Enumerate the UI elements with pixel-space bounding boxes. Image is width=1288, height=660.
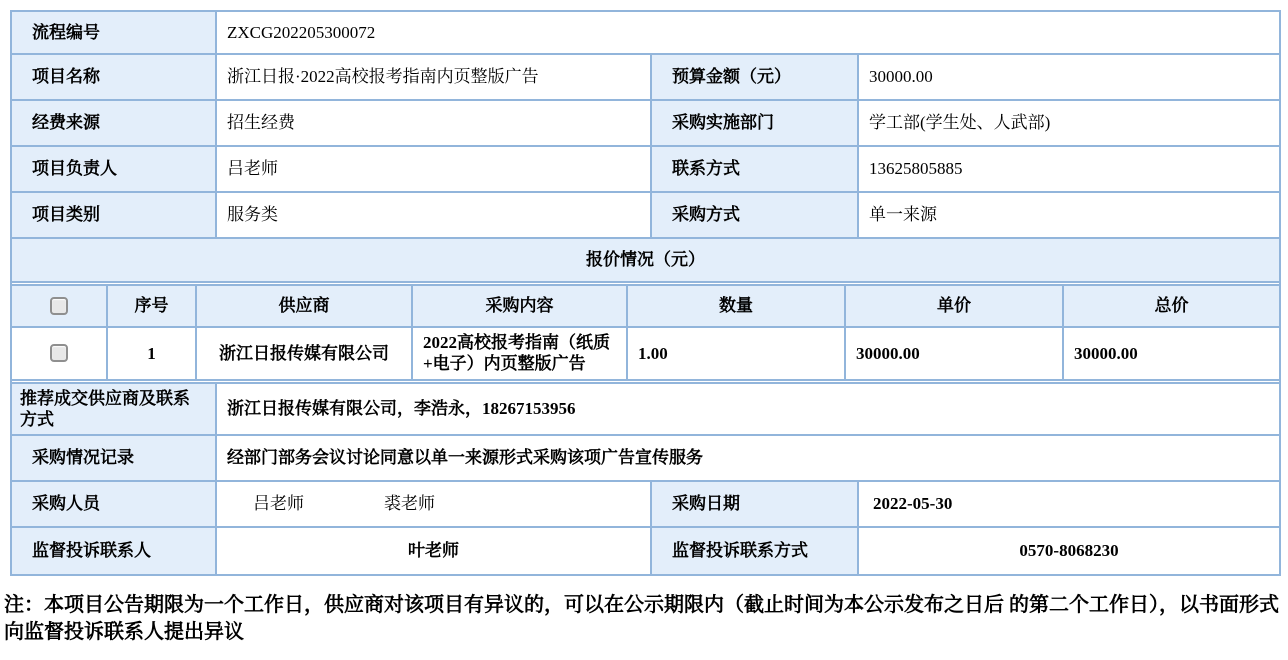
label-purchasers: 采购人员	[12, 482, 217, 526]
label-purchase-date: 采购日期	[652, 482, 859, 526]
value-project-leader: 吕老师	[217, 147, 652, 191]
quote-table-header	[12, 286, 1279, 328]
label-complaint-phone: 监督投诉联系方式	[652, 528, 859, 574]
value-purchasers	[217, 482, 652, 526]
label-funding-source: 经费来源	[12, 101, 217, 145]
label-contact: 联系方式	[652, 147, 859, 191]
value-recommended-supplier: 浙江日报传媒有限公司，李浩永，18267153956	[227, 399, 576, 419]
label-procurement-method: 采购方式	[652, 193, 859, 237]
value-procurement-method: 单一来源	[869, 205, 937, 225]
value-complaint-phone: 0570-8068230	[1019, 541, 1119, 561]
quote-section-title: 报价情况（元）	[586, 250, 705, 270]
value-purchase-date: 2022-05-30	[873, 494, 953, 514]
value-process-id: ZXCG202205300072	[227, 22, 376, 42]
value-implementing-dept: 学工部(学生处、人武部)	[869, 113, 1051, 133]
row-recommended-supplier	[12, 384, 1279, 437]
label-budget: 预算金额（元）	[652, 55, 859, 99]
quote-table-row	[12, 328, 1279, 381]
row-project-name	[12, 55, 1279, 101]
purchaser-2: 裘老师	[384, 494, 435, 514]
col-header-content: 采购内容	[413, 286, 628, 326]
label-project-name: 项目名称	[12, 55, 217, 99]
value-project-name: 浙江日报·2022高校报考指南内页整版广告	[217, 55, 652, 99]
label-project-category: 项目类别	[12, 193, 217, 237]
col-header-quantity: 数量	[628, 286, 846, 326]
row-purchasers	[12, 482, 1279, 528]
cell-supplier: 浙江日报传媒有限公司	[197, 328, 413, 379]
col-header-index: 序号	[108, 286, 197, 326]
row-process-id	[12, 12, 1279, 55]
row-checkbox[interactable]	[50, 344, 68, 362]
col-header-unit-price: 单价	[846, 286, 1064, 326]
value-funding-source: 招生经费	[217, 101, 652, 145]
label-project-leader: 项目负责人	[12, 147, 217, 191]
purchaser-1: 吕老师	[253, 494, 304, 514]
cell-index: 1	[108, 328, 197, 379]
procurement-announcement-table	[10, 10, 1281, 576]
cell-quantity: 1.00	[628, 328, 846, 379]
row-project-leader	[12, 147, 1279, 193]
value-procurement-record: 经部门部务会议讨论同意以单一来源形式采购该项广告宣传服务	[227, 448, 703, 468]
cell-content: 2022高校报考指南（纸质+电子）内页整版广告	[413, 328, 628, 379]
label-complaint-contact: 监督投诉联系人	[12, 528, 217, 574]
quote-section-title-row	[12, 239, 1279, 283]
cell-total-price: 30000.00	[1074, 343, 1138, 363]
row-complaint-contact	[12, 528, 1279, 574]
col-header-total-price: 总价	[1064, 286, 1279, 326]
row-project-category	[12, 193, 1279, 239]
label-implementing-dept: 采购实施部门	[652, 101, 859, 145]
row-select-cell	[12, 328, 108, 379]
value-complaint-contact: 叶老师	[217, 528, 652, 574]
value-project-category: 服务类	[217, 193, 652, 237]
value-budget: 30000.00	[869, 67, 933, 87]
select-all-checkbox[interactable]	[50, 297, 68, 315]
select-all-cell	[12, 286, 108, 326]
label-recommended-supplier: 推荐成交供应商及联系方式	[12, 384, 217, 435]
value-contact: 13625805885	[869, 159, 963, 179]
cell-unit-price: 30000.00	[846, 328, 1064, 379]
label-procurement-record: 采购情况记录	[12, 436, 217, 480]
col-header-supplier: 供应商	[197, 286, 413, 326]
row-procurement-record	[12, 436, 1279, 482]
label-process-id: 流程编号	[12, 12, 217, 53]
note-text: 注：本项目公告期限为一个工作日，供应商对该项目有异议的，可以在公示期限内（截止时间为本公示发布之日后 的第二个工作日），以书面形式向监督投诉联系人提出异议	[4, 594, 1279, 643]
row-funding-source	[12, 101, 1279, 147]
